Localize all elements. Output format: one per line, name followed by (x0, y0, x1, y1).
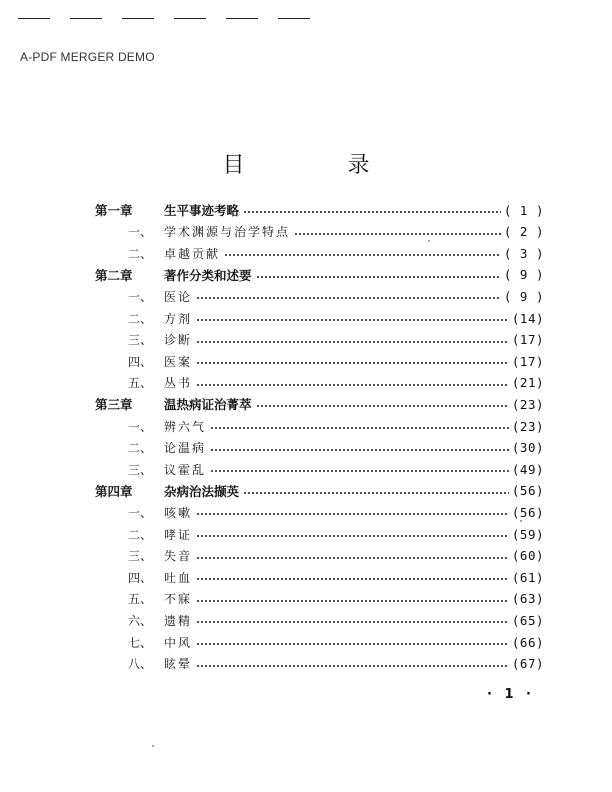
scan-speck (152, 745, 154, 747)
toc-page-number: (65) (511, 612, 544, 628)
toc-page-number: ( 1 ) (503, 202, 544, 218)
dash (278, 18, 310, 19)
toc-entry-number: 二、 (127, 246, 152, 261)
toc-page-number: ( 9 ) (503, 288, 544, 304)
toc-dot-leader (196, 600, 509, 602)
toc-entry-number: 四、 (127, 354, 152, 369)
toc-entry-title: 医论 (164, 289, 193, 304)
toc-chapter-row (0, 481, 612, 501)
toc-chapter-row (0, 265, 612, 285)
toc-page-number: (23) (511, 396, 544, 412)
toc-section-row (0, 654, 612, 674)
toc-page-number: (67) (511, 656, 544, 672)
toc-entry-title: 杂病治法撷英 (164, 483, 240, 499)
toc-dot-leader (196, 513, 509, 515)
toc-entry-title: 辨六气 (164, 419, 207, 434)
toc-chapter-row (0, 394, 612, 414)
toc-page-number: (66) (511, 634, 544, 650)
toc-entry-number: 第二章 (95, 267, 133, 283)
toc-section-row (0, 416, 612, 436)
toc-entry-number: 二、 (127, 527, 152, 542)
toc-entry-title: 医案 (164, 354, 193, 369)
toc-entry-number: 一、 (127, 505, 152, 520)
toc-entry-number: 八、 (127, 657, 152, 672)
toc-page-number: (14) (511, 310, 544, 326)
toc-section-row (0, 589, 612, 609)
toc-entry-number: 一、 (127, 225, 152, 240)
toc-section-row (0, 222, 612, 242)
page-title: 目 录 (222, 153, 418, 178)
toc-page-number: (56) (511, 504, 544, 520)
page-number: · 1 · (487, 687, 535, 702)
toc-dot-leader (210, 449, 509, 451)
toc-entry-title: 诊断 (164, 333, 193, 348)
toc-entry-number: 五、 (127, 376, 152, 391)
toc-dot-leader (196, 297, 501, 299)
toc-section-row (0, 524, 612, 544)
toc-page-number: ( 9 ) (503, 267, 544, 283)
toc-entry-title: 哮证 (164, 527, 193, 542)
toc-entry-number: 三、 (127, 462, 152, 477)
toc-dot-leader (196, 384, 509, 386)
toc-section-row (0, 373, 612, 393)
toc-section-row (0, 330, 612, 350)
toc-page-number: (56) (511, 483, 544, 499)
toc-dot-leader (196, 362, 509, 364)
toc-page-number: (59) (511, 526, 544, 542)
toc-page-number: ( 3 ) (503, 245, 544, 261)
toc-dot-leader (196, 341, 509, 343)
toc-dot-leader (294, 233, 501, 235)
toc-section-row (0, 308, 612, 328)
toc-section-row (0, 286, 612, 306)
toc-dot-leader (196, 578, 509, 580)
toc-page-number: (17) (511, 332, 544, 348)
toc-dot-leader (256, 405, 509, 407)
toc-dot-leader (196, 665, 509, 667)
dash (70, 18, 102, 19)
toc-section-row (0, 610, 612, 630)
toc-entry-title: 失音 (164, 549, 193, 564)
toc-dot-leader (243, 492, 509, 494)
toc-entry-title: 不寐 (164, 592, 193, 607)
toc-entry-title: 论温病 (164, 441, 207, 456)
toc-entry-title: 学术渊源与治学特点 (164, 225, 291, 240)
toc-entry-number: 五、 (127, 592, 152, 607)
toc-page-number: (21) (511, 375, 544, 391)
toc-page-number: (63) (511, 591, 544, 607)
toc-section-row (0, 632, 612, 652)
toc-page-number: (49) (511, 461, 544, 477)
toc-section-row (0, 351, 612, 371)
toc-page-number: (23) (511, 418, 544, 434)
toc-entry-title: 温热病证治菁萃 (164, 397, 252, 413)
toc-entry-number: 二、 (127, 311, 152, 326)
toc-dot-leader (256, 276, 501, 278)
toc-entry-title: 议霍乱 (164, 462, 207, 477)
dash (122, 18, 154, 19)
toc-entry-number: 一、 (127, 289, 152, 304)
toc-dot-leader (224, 254, 501, 256)
toc-page-number: (61) (511, 569, 544, 585)
toc-dot-leader (196, 319, 509, 321)
toc-chapter-row (0, 200, 612, 220)
toc-entry-number: 七、 (127, 635, 152, 650)
scan-speck (428, 240, 430, 242)
toc-entry-title: 生平事迹考略 (164, 203, 240, 218)
toc-entry-title: 卓越贡献 (164, 246, 221, 261)
toc-entry-title: 中风 (164, 635, 193, 650)
toc-entry-number: 第四章 (95, 483, 133, 499)
toc-dot-leader (196, 557, 509, 559)
toc-page-number: (30) (511, 440, 544, 456)
toc-dot-leader (196, 643, 509, 645)
toc-entry-number: 三、 (127, 333, 152, 348)
toc-section-row (0, 546, 612, 566)
toc-page-number: (17) (511, 353, 544, 369)
toc-entry-title: 遗精 (164, 613, 193, 628)
toc-entry-number: 第三章 (95, 397, 133, 413)
demo-watermark: A-PDF MERGER DEMO (20, 50, 155, 64)
dash (226, 18, 258, 19)
toc-dot-leader (196, 535, 509, 537)
toc-section-row (0, 567, 612, 587)
toc-entry-title: 吐血 (164, 570, 193, 585)
toc-dot-leader (210, 470, 509, 472)
toc-section-row (0, 438, 612, 458)
toc-section-row (0, 459, 612, 479)
toc-entry-number: 三、 (127, 549, 152, 564)
toc-entry-title: 方剂 (164, 311, 193, 326)
toc-entry-title: 丛书 (164, 376, 193, 391)
toc-entry-title: 眩晕 (164, 657, 193, 672)
toc-page-number: (60) (511, 548, 544, 564)
header-rule-marks (18, 10, 310, 19)
toc-dot-leader (243, 211, 501, 213)
toc-entry-number: 第一章 (95, 203, 133, 218)
toc-entry-title: 咳嗽 (164, 505, 193, 520)
toc-entry-number: 六、 (127, 613, 152, 628)
toc-entry-title: 著作分类和述要 (164, 267, 252, 283)
scan-speck (520, 520, 522, 522)
dash (174, 18, 206, 19)
toc-entry-number: 一、 (127, 419, 152, 434)
dash (18, 18, 50, 19)
toc-entry-number: 二、 (127, 441, 152, 456)
toc-dot-leader (196, 621, 509, 623)
toc-dot-leader (210, 427, 509, 429)
toc-page-number: ( 2 ) (503, 224, 544, 240)
toc-entry-number: 四、 (127, 570, 152, 585)
toc-section-row (0, 243, 612, 263)
